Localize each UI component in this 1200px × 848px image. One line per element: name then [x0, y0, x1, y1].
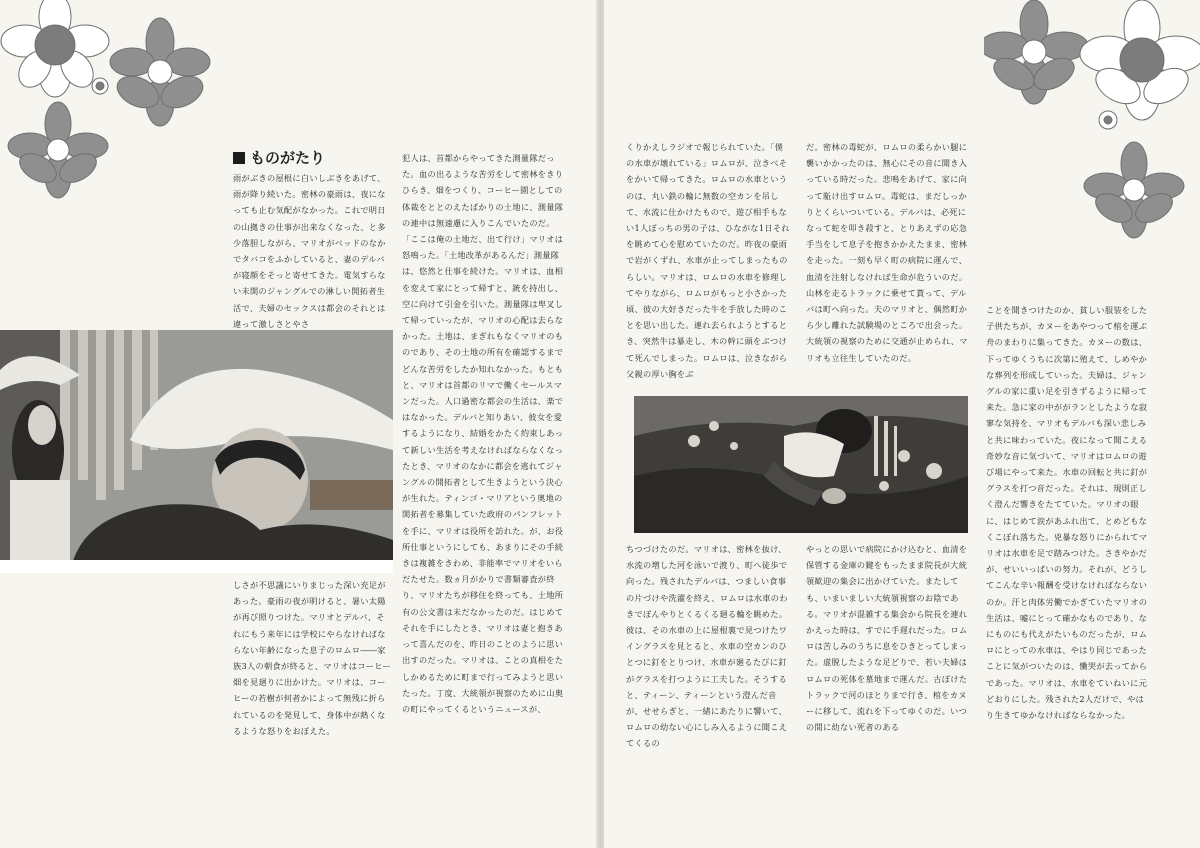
left-column-2-text: 犯人は、首都からやってきた測量隊だった。血の出るような苦労をして密林をきりひらき、畑をつくり、コーヒー園としての体裁をととのえたばかりの土地に、測量隊の連中は無遠慮に入りこんでいたのだ。「ここは俺の土地だ、出て行け」マリオは怒鳴った。「土地改革があるんだ」測量隊は、悠然と仕事を続けた。マリオは、血相を変えて家にとって帰すと、銃を持出し、空に向けて引金を引いた。測量隊は卑叉して帰っていったが、マリオの心配は去らなかった。土地は、まぎれもなくマリオのものであり、その土地の所有を確認するまでどんな苦労をしたか知れなかった。もともと、マリオは首都のリマで働くセールスマンだった。人口過密な都会の生活は、楽ではなかった。デルバと知りあい、彼女を愛するようになり、結婚をかたく約束しあって新しい生活を考えなければならなくなったとき、マリオのなかに都会を逃れてジャングルの開拓者として生きようという決心が生れた。ティンゴ・マリアという奥地の開拓者を募集していた政府のパンフレットを手に、マリオは役所を訪れた。が、お役所仕事というにしても、あまりにその手続きは複雑をきわめ、非能率でマリオをいらだたせた。数ヵ月がかりで書類審査が終り、マリオたちが移住を終っても、土地所有の公文書は未だなかったのだ。はじめてそれを手にしたとき、マリオは妻と抱きあって喜んだのを、昨日のことのように思い出すのだった。マリオは、ことの真相をたしかめるために町まで行ってみようと思いたった。丁度、大統領が視察のために山奥の町にやってくるというニュースが、: [402, 153, 564, 714]
flower-decoration-right: [984, 0, 1200, 250]
right-column-2-bottom: [806, 541, 969, 751]
right-column-1-top: [626, 139, 791, 389]
right-page: [604, 0, 1200, 848]
right-column-2-bottom-text: やっとの思いで病院にかけ込むと、血清を保管する金庫の鍵をもったまま院長が大統領歓迎の集会に出かけていた。またしても、いまいましい大統領視察のお陰である。マリオが混雑する集会から院長を連れかえった時は、すでに手遅れだった。ロムロは苦しみのうちに息をひきとってしまった。虚脱したような足どりで、若い夫婦はロムロの死体を墓地まで運んだ。古ぼけたトラックで河のほとりまで行き、棺をカヌーに移して、流れを下ってゆくのだ。いつの間に幼ない死者のある: [806, 544, 968, 733]
left-column-2: [402, 150, 565, 750]
right-column-1-bottom-text: ちつづけたのだ。マリオは、密林を抜け、水流の増した河を泳いで渡り、町へ徒歩で向った。残されたデルバは、つましい食事の片づけや洗濯を終え、ロムロは水車のわきでぼんやりとくるくる廻る輪を眺めた。彼は、その水車の上に屋根裏で見つけたワイングラスを見とると、水車の空カンのひとつに釘をとりつけ、水車が廻るたびに釘がグラスを打つように工夫した。そうすると、ティーン、ティーンという澄んだ音が、せせらぎと、一緒にあたりに響いて、ロムロの幼ない心にしみ入るように聞こえてくるの: [626, 544, 788, 749]
photo-mario-and-delba: [0, 330, 393, 573]
right-column-1-top-text: くりかえしラジオで報じられていた。「僕の水車が壊れている」ロムロが、泣きべそをかいて帰ってきた。ロムロの水車というのは、丸い鉄の輪に無数の空カンを吊して、水流に仕かけたもので、遊び相手もない1人ぼっちの男の子は、ひながな1日それを眺めて心を慰めていたのだ。昨夜の豪雨で岩がくずれ、水車が止ってしまったものらしい。マリオは、ロムロの水車を修理してやりながら、ロムロがもっと小さかった頃、彼の大好きだった牛を手放した時のことを思い出した。連れ去られようとするとき、突然牛は暴走し、木の幹に頭をぶつけて死んでしまった。ロムロは、泣きながら父親の厚い胸をぶ: [626, 142, 790, 379]
right-column-3-text: ことを聞きつけたのか、貧しい服装をした子供たちが、カヌーをあやつって棺を運ぶ舟のまわりに集ってきた。カヌーの数は、下ってゆくうちに次第に殖えて、しめやかな葬列を形成していった。夫婦は、ジャングルの家に重い足を引きずるように帰って来た。急に家の中ががランとしたような寂寥な気持を、マリオもデルバも深い悲しみと共に味わっていた。夜になって聞こえる奇妙な音に気づいて、マリオはロムロの遊び場にやって来た。水車の回転と共に釘がグラスを打つ音だった。それは、規則正しく澄んだ響きをたてていた。マリオの眼に、はじめて涙があふれ出て、とめどもなくこぼれ落ちた。兇暴な怒りにかられてマリオは水車を足で踏みつけた。さきやかだが、せいいっぱいの努力。それが、どうしてこんな辛い報酬を受けなければならないのか。汗と肉体労働でかぎていたマリオの生活は、嘘にとって確かなものであり、なにものにも代えがたいものだったが、ロムロにとっての水車は、やはり同じであったことに気がついたのは、慟哭が去ってからであった。マリオは、水車をていねいに元どおりにした。残された2人だけで、やはり生きてゆかなければならなかった。: [986, 305, 1148, 721]
section-heading-text: ものがたり: [250, 149, 326, 167]
section-heading: [233, 147, 325, 168]
right-column-1-bottom: [626, 541, 791, 751]
left-column-1-top: [233, 170, 393, 330]
left-column-1-top-text: 雨がぶきの屋根に白いしぶきをあげて、雨が降り続いた。密林の豪雨は、夜になっても止む気配がなかった。これで明日の山拠きの仕事が出来なくなった、と多少落胆しながら、マリオがベッドのなかでタバコをふかしていると、妻のデルバが寝顔をそっと寄せてきた。電気すらない未開のジャングルでの淋しい開拓者生活で、夫婦のセックスは都会のそれとは違って激しさとやさ: [233, 173, 386, 329]
photo-boy-by-waterwheel: [634, 396, 968, 533]
right-column-2-top-text: だ。密林の毒蛇が、ロムロの柔らかい腿に襲いかかったのは、無心にその音に聞き入っている時だった。悲鳴をあげて、家に向って駈け出すロムロ。毒蛇は、まだしっかりとくらいついている。デルバは、必死になって蛇を叩き殺すと、とりあえずの応急手当をして息子を抱きかかえたまま、密林を走った。一刻も早く町の病院に運んで、血清を注射しなければ生命が危ういのだ。山林を走るトラックに乗せて貰って、デルバは町へ向った。夫のマリオと、偶然町から少し離れた試験場のところで出会った。大統領の視察のために交通が止められ、マリオも立往生していたのだ。: [806, 142, 968, 363]
heading-square-icon: [233, 152, 245, 164]
right-column-3: [986, 302, 1148, 748]
right-column-2-top: [806, 139, 969, 389]
left-page: [0, 0, 598, 848]
left-column-1-bottom: [233, 577, 393, 747]
flower-decoration-left: [0, 0, 220, 200]
left-column-1-bottom-text: しさが不思議にいりまじった深い充足があった。豪雨の夜が明けると、暑い太陽が再び照りつけた。マリオとデルバ、それにもう来年には学校にやらなければならない年齢になった息子のロムロ――家族3人の朝食が終ると、マリオはコーヒー畑を見廻りに出かけた。マリオは、コーヒーの若樹が何者かによって無残に折られているのを発見して、身体中が熱くなるような怒りをおぼえた。: [233, 580, 391, 736]
